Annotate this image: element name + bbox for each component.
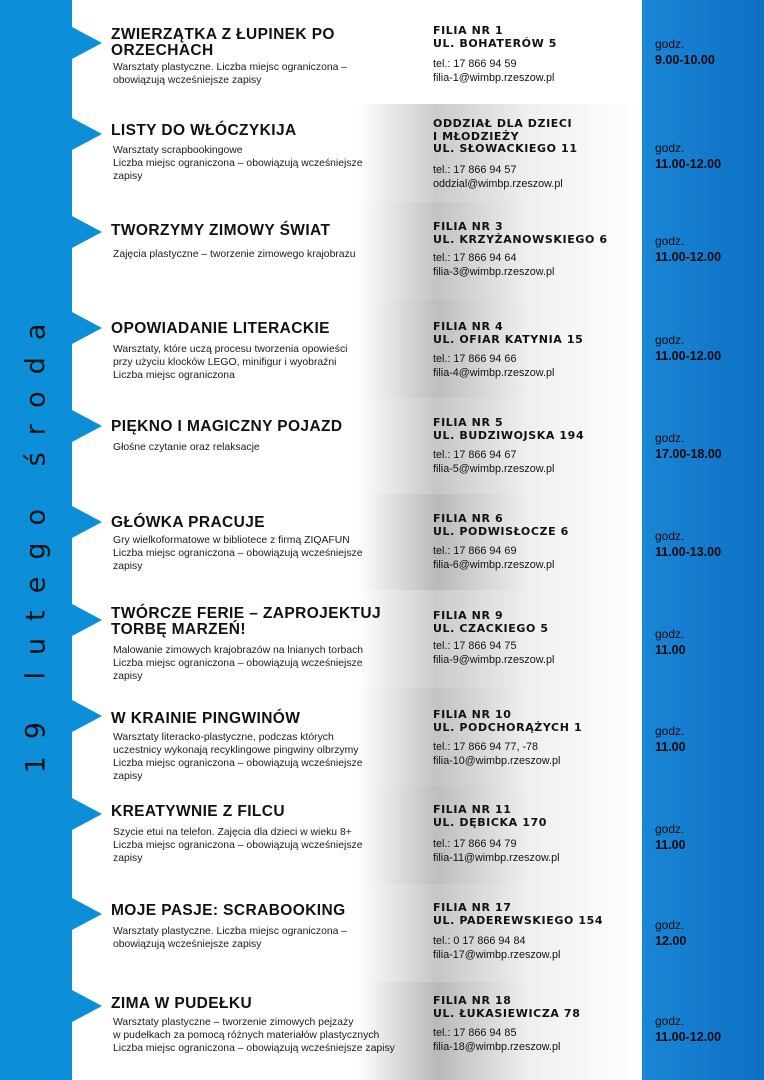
row-arrow-marker bbox=[72, 990, 102, 1022]
branch-address bbox=[433, 118, 638, 156]
event-description-line: Liczba miejsc ograniczona – obowiązują wcześniejsze bbox=[113, 158, 363, 169]
email-address[interactable]: filia-18@wimbp.rzeszow.pl bbox=[433, 1041, 561, 1053]
email-address[interactable]: filia-1@wimbp.rzeszow.pl bbox=[433, 72, 555, 84]
branch-address-line: FILIA NR 5 bbox=[433, 416, 504, 429]
branch-contact bbox=[433, 837, 638, 865]
event-hours: 12.00 bbox=[655, 934, 687, 948]
event-description-line: uczestnicy wykonają recyklingowe pingwiny olbrzymy bbox=[113, 745, 359, 756]
event-title bbox=[111, 27, 411, 59]
event-description-line: Szycie etui na telefon. Zajęcia dla dzieci w wieku 8+ bbox=[113, 827, 352, 838]
event-title bbox=[111, 123, 411, 139]
branch-address-line: FILIA NR 10 bbox=[433, 708, 512, 721]
event-description-line: Zajęcia plastyczne – tworzenie zimowego krajobrazu bbox=[113, 249, 356, 260]
branch-address-line: UL. SŁOWACKIEGO 11 bbox=[433, 142, 578, 155]
branch-address-line: UL. BUDZIWOJSKA 194 bbox=[433, 428, 585, 442]
event-title bbox=[111, 903, 411, 919]
row-arrow-marker bbox=[72, 898, 102, 930]
event-hours: 11.00-13.00 bbox=[655, 545, 722, 559]
event-description bbox=[113, 925, 423, 951]
event-time bbox=[655, 140, 760, 172]
branch-address bbox=[433, 321, 638, 346]
event-title bbox=[111, 804, 411, 820]
event-time bbox=[655, 36, 760, 68]
event-description bbox=[113, 343, 423, 382]
event-time bbox=[655, 233, 760, 265]
event-description-line: w pudełkach za pomocą różnych materiałów plastycznych bbox=[113, 1030, 380, 1041]
event-hours: 11.00-12.00 bbox=[655, 349, 722, 363]
branch-address bbox=[433, 513, 638, 538]
event-description-line: Liczba miejsc ograniczona – obowiązują wcześniejsze zapisy bbox=[113, 1043, 395, 1054]
email-address[interactable]: oddzial@wimbp.rzeszow.pl bbox=[433, 178, 563, 190]
branch-address-line: FILIA NR 18 bbox=[433, 994, 512, 1007]
branch-address-line: UL. BOHATERÓW 5 bbox=[433, 36, 558, 50]
row-arrow-marker bbox=[72, 798, 102, 830]
event-description bbox=[113, 441, 423, 454]
phone-number: tel.: 17 866 94 79 bbox=[433, 838, 517, 850]
event-hours: 17.00-18.00 bbox=[655, 447, 722, 461]
event-title-line: OPOWIADANIE LITERACKIE bbox=[111, 320, 330, 337]
phone-number: tel.: 17 866 94 75 bbox=[433, 640, 517, 652]
event-time bbox=[655, 723, 760, 755]
branch-address bbox=[433, 902, 638, 927]
event-description bbox=[113, 644, 423, 683]
event-description-line: Warsztaty plastyczne – tworzenie zimowych pejzaży bbox=[113, 1017, 354, 1028]
event-title-line: TWORZYMY ZIMOWY ŚWIAT bbox=[111, 222, 331, 239]
row-arrow-marker bbox=[72, 312, 102, 344]
event-hours: 11.00-12.00 bbox=[655, 1030, 722, 1044]
event-description-line: zapisy bbox=[113, 671, 143, 682]
phone-number: tel.: 17 866 94 66 bbox=[433, 353, 517, 365]
phone-number: tel.: 0 17 866 94 84 bbox=[433, 935, 526, 947]
date-label: 19 lutego środa bbox=[20, 306, 52, 774]
branch-address-line: UL. PADEREWSKIEGO 154 bbox=[433, 913, 604, 927]
email-address[interactable]: filia-11@wimbp.rzeszow.pl bbox=[433, 852, 560, 864]
event-title-line: W KRAINIE PINGWINÓW bbox=[111, 710, 301, 727]
hours-prefix: godz. bbox=[655, 1014, 685, 1028]
event-description-line: Liczba miejsc ograniczona – obowiązują wcześniejsze bbox=[113, 658, 363, 669]
branch-address-line: UL. CZACKIEGO 5 bbox=[433, 621, 549, 635]
event-hours: 11.00 bbox=[655, 838, 686, 852]
event-hours: 11.00 bbox=[655, 740, 686, 754]
event-description-line: Warsztaty plastyczne. Liczba miejsc ograniczona – bbox=[113, 62, 348, 73]
branch-address bbox=[433, 804, 638, 829]
hours-prefix: godz. bbox=[655, 627, 685, 641]
event-description-line: zapisy bbox=[113, 561, 143, 572]
hours-prefix: godz. bbox=[655, 431, 685, 445]
branch-contact bbox=[433, 1026, 638, 1054]
event-hours: 11.00 bbox=[655, 643, 686, 657]
event-description-line: Gry wielkoformatowe w bibliotece z firmą ZIQAFUN bbox=[113, 535, 350, 546]
branch-address bbox=[433, 610, 638, 635]
event-description-line: Warsztaty literacko-plastyczne, podczas których bbox=[113, 732, 334, 743]
event-description-line: obowiązują wcześniejsze zapisy bbox=[113, 75, 262, 86]
event-description bbox=[113, 144, 423, 183]
branch-address-line: FILIA NR 11 bbox=[433, 803, 512, 816]
event-time bbox=[655, 430, 760, 462]
event-description bbox=[113, 534, 423, 573]
branch-address-line: UL. PODCHORĄŻYCH 1 bbox=[433, 720, 583, 734]
branch-address-line: UL. PODWISŁOCZE 6 bbox=[433, 524, 569, 538]
hours-prefix: godz. bbox=[655, 822, 685, 836]
event-description-line: Liczba miejsc ograniczona – obowiązują wcześniejsze bbox=[113, 758, 363, 769]
branch-address-line: UL. ŁUKASIEWICZA 78 bbox=[433, 1006, 581, 1020]
phone-number: tel.: 17 866 94 77, -78 bbox=[433, 741, 539, 753]
event-time bbox=[655, 917, 760, 949]
event-description-line: Liczba miejsc ograniczona – obowiązują wcześniejsze bbox=[113, 548, 363, 559]
event-description bbox=[113, 1016, 423, 1055]
event-title-line: LISTY DO WŁÓCZYKIJA bbox=[111, 122, 297, 139]
branch-address-line: FILIA NR 4 bbox=[433, 320, 504, 333]
event-hours: 9.00-10.00 bbox=[655, 53, 715, 67]
event-title bbox=[111, 996, 411, 1012]
branch-contact bbox=[433, 352, 638, 380]
event-description bbox=[113, 61, 423, 87]
event-hours: 11.00-12.00 bbox=[655, 157, 722, 171]
event-time bbox=[655, 332, 760, 364]
event-description-line: Malowanie zimowych krajobrazów na lnianych torbach bbox=[113, 645, 364, 656]
event-description-line: Głośne czytanie oraz relaksacje bbox=[113, 442, 260, 453]
branch-contact bbox=[433, 639, 638, 667]
branch-address bbox=[433, 995, 638, 1020]
event-description-line: zapisy bbox=[113, 171, 143, 182]
branch-address-line: FILIA NR 6 bbox=[433, 512, 504, 525]
branch-address bbox=[433, 221, 638, 246]
email-address[interactable]: filia-6@wimbp.rzeszow.pl bbox=[433, 559, 555, 571]
email-address[interactable]: filia-3@wimbp.rzeszow.pl bbox=[433, 266, 555, 278]
event-title-line: ZWIERZĄTKA Z ŁUPINEK PO bbox=[111, 26, 335, 43]
phone-number: tel.: 17 866 94 69 bbox=[433, 545, 517, 557]
event-description-line: Liczba miejsc ograniczona bbox=[113, 370, 235, 381]
hours-prefix: godz. bbox=[655, 333, 685, 347]
phone-number: tel.: 17 866 94 64 bbox=[433, 252, 517, 264]
event-title-line: ZIMA W PUDEŁKU bbox=[111, 995, 253, 1012]
branch-address-line: UL. KRZYŻANOWSKIEGO 6 bbox=[433, 232, 608, 246]
event-title-line: GŁÓWKA PRACUJE bbox=[111, 514, 266, 531]
event-description-line: zapisy bbox=[113, 771, 143, 782]
email-address[interactable]: filia-9@wimbp.rzeszow.pl bbox=[433, 654, 555, 666]
event-description-line: Warsztaty scrapbookingowe bbox=[113, 145, 243, 156]
branch-address-line: I MŁODZIEŻY bbox=[433, 129, 520, 143]
branch-contact bbox=[433, 163, 638, 191]
phone-number: tel.: 17 866 94 57 bbox=[433, 164, 517, 176]
branch-address-line: FILIA NR 9 bbox=[433, 609, 504, 622]
event-title bbox=[111, 223, 411, 239]
event-title-line: TORBĘ MARZEŃ! bbox=[111, 621, 246, 638]
phone-number: tel.: 17 866 94 59 bbox=[433, 58, 517, 70]
row-arrow-marker bbox=[72, 604, 102, 636]
email-address[interactable]: filia-5@wimbp.rzeszow.pl bbox=[433, 463, 555, 475]
branch-contact bbox=[433, 740, 638, 768]
event-title-line: KREATYWNIE Z FILCU bbox=[111, 803, 285, 820]
event-title-line: MOJE PASJE: SCRABOOKING bbox=[111, 902, 346, 919]
phone-number: tel.: 17 866 94 85 bbox=[433, 1027, 517, 1039]
event-description-line: zapisy bbox=[113, 853, 143, 864]
branch-contact bbox=[433, 251, 638, 279]
event-time bbox=[655, 821, 760, 853]
event-time bbox=[655, 1013, 760, 1045]
event-title bbox=[111, 606, 411, 638]
branch-address-line: FILIA NR 17 bbox=[433, 901, 512, 914]
event-description bbox=[113, 826, 423, 865]
branch-contact bbox=[433, 544, 638, 572]
event-time bbox=[655, 528, 760, 560]
event-description bbox=[113, 248, 423, 261]
phone-number: tel.: 17 866 94 67 bbox=[433, 449, 517, 461]
email-address[interactable]: filia-10@wimbp.rzeszow.pl bbox=[433, 755, 561, 767]
row-arrow-marker bbox=[72, 27, 102, 59]
event-hours: 11.00-12.00 bbox=[655, 250, 722, 264]
event-title bbox=[111, 711, 411, 727]
branch-address bbox=[433, 417, 638, 442]
branch-address bbox=[433, 25, 638, 50]
email-address[interactable]: filia-17@wimbp.rzeszow.pl bbox=[433, 949, 561, 961]
branch-address-line: ODDZIAŁ DLA DZIECI bbox=[433, 117, 573, 130]
hours-prefix: godz. bbox=[655, 724, 685, 738]
event-title-line: ORZECHACH bbox=[111, 42, 214, 59]
branch-contact bbox=[433, 57, 638, 85]
event-title bbox=[111, 419, 411, 435]
row-arrow-marker bbox=[72, 118, 102, 150]
hours-prefix: godz. bbox=[655, 37, 685, 51]
event-description-line: przy użyciu klocków LEGO, minifigur i wyobraźni bbox=[113, 357, 337, 368]
branch-contact bbox=[433, 934, 638, 962]
branch-address bbox=[433, 709, 638, 734]
event-time bbox=[655, 626, 760, 658]
event-description-line: Liczba miejsc ograniczona – obowiązują wcześniejsze bbox=[113, 840, 363, 851]
branch-contact bbox=[433, 448, 638, 476]
email-address[interactable]: filia-4@wimbp.rzeszow.pl bbox=[433, 367, 555, 379]
event-title-line: PIĘKNO I MAGICZNY POJAZD bbox=[111, 418, 343, 435]
branch-address-line: UL. DĘBICKA 170 bbox=[433, 815, 547, 829]
row-arrow-marker bbox=[72, 506, 102, 538]
branch-address-line: FILIA NR 1 bbox=[433, 24, 504, 37]
event-title bbox=[111, 321, 411, 337]
event-description bbox=[113, 731, 423, 783]
row-arrow-marker bbox=[72, 410, 102, 442]
event-description-line: Warsztaty, które uczą procesu tworzenia opowieści bbox=[113, 344, 348, 355]
event-description-line: obowiązują wcześniejsze zapisy bbox=[113, 939, 262, 950]
hours-prefix: godz. bbox=[655, 529, 685, 543]
branch-address-line: FILIA NR 3 bbox=[433, 220, 504, 233]
row-arrow-marker bbox=[72, 216, 102, 248]
row-arrow-marker bbox=[72, 700, 102, 732]
hours-prefix: godz. bbox=[655, 141, 685, 155]
branch-address-line: UL. OFIAR KATYNIA 15 bbox=[433, 332, 584, 346]
date-sidebar bbox=[0, 0, 72, 1080]
event-title bbox=[111, 515, 411, 531]
hours-prefix: godz. bbox=[655, 234, 685, 248]
event-title-line: TWÓRCZE FERIE – ZAPROJEKTUJ bbox=[111, 605, 382, 622]
hours-prefix: godz. bbox=[655, 918, 685, 932]
event-description-line: Warsztaty plastyczne. Liczba miejsc ograniczona – bbox=[113, 926, 348, 937]
